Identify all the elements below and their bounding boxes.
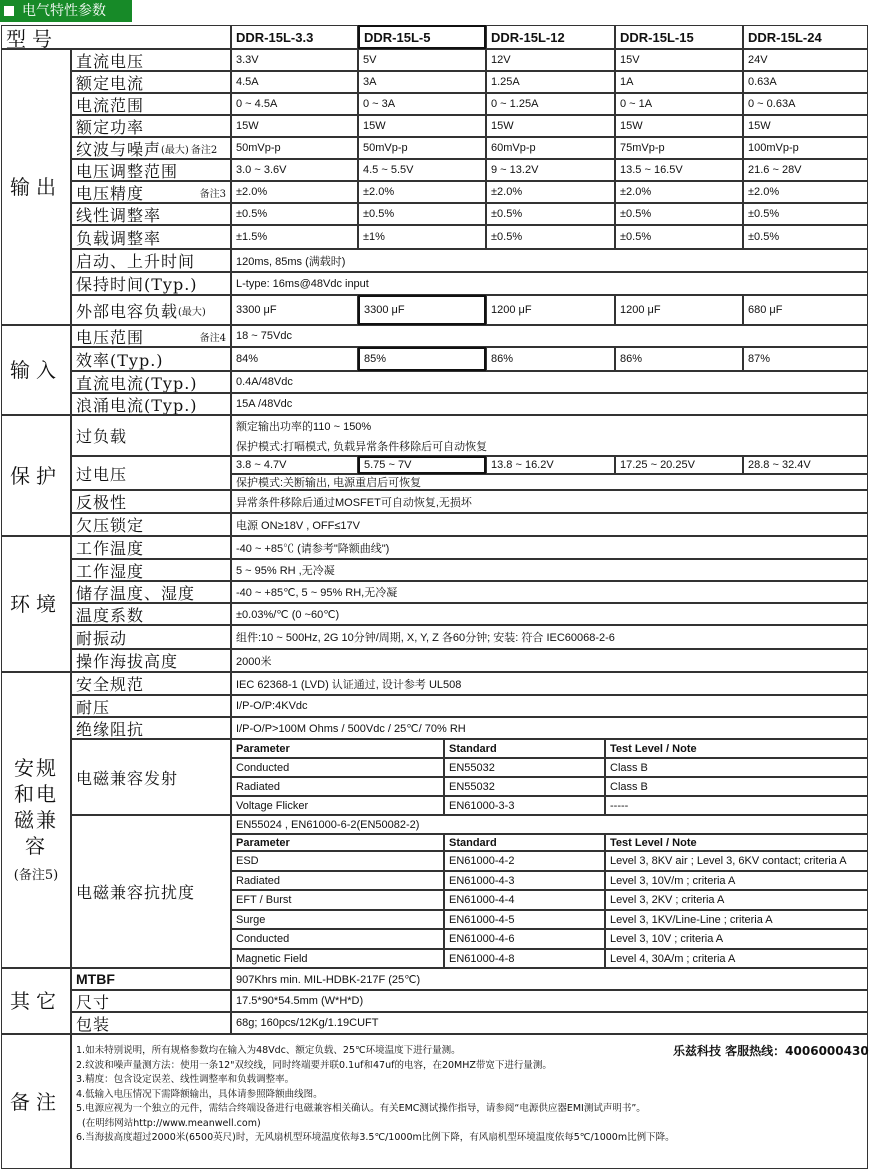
emission-header-param: Parameter [231, 739, 444, 758]
label-efficiency: 效率(Typ.) [71, 347, 231, 371]
voltage-tol-2: ±2.0% [358, 181, 486, 203]
rated-power-1: 15W [231, 115, 358, 137]
isolation-value: I/P-O/P>100M Ohms / 500Vdc / 25℃/ 70% RH [231, 717, 868, 739]
label-packing: 包装 [71, 1012, 231, 1034]
ripple-5: 100mVp-p [743, 137, 868, 159]
hotline-text: 乐兹科技 客服热线：4006000430 [673, 1044, 869, 1058]
note-line-5: 5.电源应视为一个独立的元件，需结合终端设备进行电磁兼容相关确认。有关EMC测试操作指导，请参阅“电源供应器EMI测试声明书”。 [76, 1103, 646, 1114]
label-temp-coef: 温度系数 [71, 603, 231, 625]
rated-power-5: 15W [743, 115, 868, 137]
efficiency-5: 87% [743, 347, 868, 371]
efficiency-2: 85% [358, 347, 486, 371]
emission-row-3-param: Voltage Flicker [231, 796, 444, 815]
immunity-intro: EN55024 , EN61000-6-2(EN50082-2) [231, 815, 868, 834]
note-line-3: 3.精度：包含设定误差、线性调整率和负载调整率。 [76, 1074, 295, 1085]
overload-value [231, 415, 868, 456]
label-humidity: 工作湿度 [71, 559, 231, 581]
section-input: 输入 [1, 325, 71, 415]
current-range-2: 0 ~ 3A [358, 93, 486, 115]
label-temp: 工作温度 [71, 536, 231, 559]
ripple-4: 75mVp-p [615, 137, 743, 159]
cap-load-5: 680 μF [743, 295, 868, 325]
immunity-row-4-param: Surge [231, 910, 444, 929]
dc-voltage-1: 3.3V [231, 49, 358, 71]
altitude-value: 2000米 [231, 649, 868, 672]
section-output: 输出 [1, 49, 71, 325]
withstand-value: I/P-O/P:4KVdc [231, 695, 868, 717]
line-reg-3: ±0.5% [486, 203, 615, 225]
voltage-adj-2: 4.5 ~ 5.5V [358, 159, 486, 181]
section-header [0, 0, 132, 22]
overload-line2: 保护模式:打嗝模式, 负载异常条件移除后可自动恢复 [236, 440, 488, 453]
immunity-row-4-level: Level 3, 1KV/Line-Line ; criteria A [605, 910, 868, 929]
safety-note: (备注5) [13, 868, 59, 883]
section-protection: 保护 [1, 415, 71, 536]
voltage-adj-1: 3.0 ~ 3.6V [231, 159, 358, 181]
model-col-1: DDR-15L-3.3 [231, 25, 358, 49]
rated-current-3: 1.25A [486, 71, 615, 93]
label-emc-emission: 电磁兼容发射 [71, 739, 231, 815]
overvoltage-5: 28.8 ~ 32.4V [743, 456, 868, 474]
dc-current-value: 0.4A/48Vdc [231, 371, 868, 393]
packing-value: 68g; 160pcs/12Kg/1.19CUFT [231, 1012, 868, 1034]
efficiency-1: 84% [231, 347, 358, 371]
voltage-tol-4: ±2.0% [615, 181, 743, 203]
label-isolation: 绝缘阻抗 [71, 717, 231, 739]
label-storage: 储存温度、湿度 [71, 581, 231, 603]
immunity-row-6-param: Magnetic Field [231, 949, 444, 968]
safety-standards-value: IEC 62368-1 (LVD) 认证通过, 设计参考 UL508 [231, 672, 868, 695]
uvlo-value: 电源 ON≥18V , OFF≤17V [231, 513, 868, 536]
model-label: 型号 [1, 25, 231, 49]
label-dimension: 尺寸 [71, 990, 231, 1012]
efficiency-4: 86% [615, 347, 743, 371]
line-reg-4: ±0.5% [615, 203, 743, 225]
dc-voltage-4: 15V [615, 49, 743, 71]
immunity-row-1-standard: EN61000-4-2 [444, 851, 605, 871]
dc-voltage-3: 12V [486, 49, 615, 71]
emission-row-2-level: Class B [605, 777, 868, 796]
label-altitude: 操作海拔高度 [71, 649, 231, 672]
spec-table [2, 26, 869, 1172]
immunity-row-3-standard: EN61000-4-4 [444, 890, 605, 910]
label-overvoltage: 过电压 [71, 456, 231, 490]
overvoltage-4: 17.25 ~ 20.25V [615, 456, 743, 474]
emission-row-3-level: ----- [605, 796, 868, 815]
voltage-tol-5: ±2.0% [743, 181, 868, 203]
safety-line-4: 容 [25, 834, 47, 858]
model-col-2: DDR-15L-5 [358, 25, 486, 49]
immunity-row-2-param: Radiated [231, 871, 444, 890]
ripple-1: 50mVp-p [231, 137, 358, 159]
rated-current-5: 0.63A [743, 71, 868, 93]
overvoltage-3: 13.8 ~ 16.2V [486, 456, 615, 474]
voltage-adj-4: 13.5 ~ 16.5V [615, 159, 743, 181]
emission-row-1-param: Conducted [231, 758, 444, 777]
section-notes: 备注 [1, 1034, 71, 1169]
ripple-3: 60mVp-p [486, 137, 615, 159]
immunity-row-3-level: Level 3, 2KV ; criteria A [605, 890, 868, 910]
storage-value: -40 ~ +85℃, 5 ~ 95% RH,无冷凝 [231, 581, 868, 603]
label-mtbf: MTBF [71, 968, 231, 990]
label-vibration: 耐振动 [71, 625, 231, 649]
voltage-tol-3: ±2.0% [486, 181, 615, 203]
input-voltage-label-text: 电压范围 [76, 327, 145, 347]
label-uvlo: 欠压锁定 [71, 513, 231, 536]
ripple-label-sub: (最大) [161, 144, 189, 156]
rated-power-3: 15W [486, 115, 615, 137]
label-cap-load [71, 295, 231, 325]
emission-header-standard: Standard [444, 739, 605, 758]
cap-load-2: 3300 μF [358, 295, 486, 325]
section-header-title: 电气特性参数 [22, 3, 106, 19]
section-environment: 环境 [1, 536, 71, 672]
emission-row-2-param: Radiated [231, 777, 444, 796]
immunity-row-2-level: Level 3, 10V/m ; criteria A [605, 871, 868, 890]
voltage-tol-1: ±2.0% [231, 181, 358, 203]
inrush-value: 15A /48Vdc [231, 393, 868, 415]
ripple-label-text: 纹波与噪声 [76, 139, 162, 159]
safety-line-1: 安规 [14, 756, 58, 780]
cap-load-4: 1200 μF [615, 295, 743, 325]
emission-row-1-standard: EN55032 [444, 758, 605, 777]
label-safety-standards: 安全规范 [71, 672, 231, 695]
input-voltage-value: 18 ~ 75Vdc [231, 325, 868, 347]
label-reverse: 反极性 [71, 490, 231, 513]
label-overload: 过负载 [71, 415, 231, 456]
section-safety [1, 672, 71, 968]
label-inrush: 浪涌电流(Typ.) [71, 393, 231, 415]
dc-voltage-5: 24V [743, 49, 868, 71]
label-setup-rise: 启动、上升时间 [71, 249, 231, 272]
notes-list [76, 1044, 866, 1146]
overvoltage-mode: 保护模式:关断输出, 电源重启后可恢复 [231, 474, 868, 490]
model-col-5: DDR-15L-24 [743, 25, 868, 49]
label-withstand: 耐压 [71, 695, 231, 717]
voltage-tol-note: 备注3 [199, 188, 226, 200]
efficiency-3: 86% [486, 347, 615, 371]
immunity-row-5-standard: EN61000-4-6 [444, 929, 605, 949]
load-reg-3: ±0.5% [486, 225, 615, 249]
voltage-adj-3: 9 ~ 13.2V [486, 159, 615, 181]
rated-power-4: 15W [615, 115, 743, 137]
safety-line-2: 和电 [14, 782, 58, 806]
label-hold-up: 保持时间(Typ.) [71, 272, 231, 295]
label-current-range: 电流范围 [71, 93, 231, 115]
note-line-2: 2.纹波和噪声量测方法：使用一条12"双绞线，同时终端要并联0.1uf和47uf的电容，在20MHZ带宽下进行量测。 [76, 1059, 552, 1071]
current-range-3: 0 ~ 1.25A [486, 93, 615, 115]
immunity-header-standard: Standard [444, 834, 605, 851]
note-line-7: 6.当海拔高度超过2000米(6500英尺)时，无风扇机型环境温度依每3.5℃/1000m比例下降，有风扇机型环境温度依每5℃/1000m比例下降。 [76, 1132, 675, 1143]
load-reg-1: ±1.5% [231, 225, 358, 249]
mtbf-value: 907Khrs min. MIL-HDBK-217F (25℃) [231, 968, 868, 990]
voltage-adj-5: 21.6 ~ 28V [743, 159, 868, 181]
overvoltage-2: 5.75 ~ 7V [358, 456, 486, 474]
cap-load-3: 1200 μF [486, 295, 615, 325]
line-reg-1: ±0.5% [231, 203, 358, 225]
emission-row-1-level: Class B [605, 758, 868, 777]
emission-row-2-standard: EN55032 [444, 777, 605, 796]
dc-voltage-2: 5V [358, 49, 486, 71]
safety-line-3: 磁兼 [14, 808, 58, 832]
label-voltage-tol [71, 181, 231, 203]
label-ripple [71, 137, 231, 159]
rated-current-2: 3A [358, 71, 486, 93]
note-line-4: 4.低输入电压情况下需降额输出，具体请参照降额曲线图。 [76, 1088, 323, 1100]
emission-header-level: Test Level / Note [605, 739, 868, 758]
note-line-6: (在明纬网站http://www.meanwell.com) [76, 1117, 261, 1129]
model-col-3: DDR-15L-12 [486, 25, 615, 49]
cap-load-label-sub: (最大) [178, 306, 206, 318]
section-others: 其它 [1, 968, 71, 1034]
immunity-row-3-param: EFT / Burst [231, 890, 444, 910]
ripple-2: 50mVp-p [358, 137, 486, 159]
immunity-row-6-standard: EN61000-4-8 [444, 949, 605, 968]
label-rated-power: 额定功率 [71, 115, 231, 137]
load-reg-5: ±0.5% [743, 225, 868, 249]
label-emc-immunity: 电磁兼容抗扰度 [71, 815, 231, 968]
line-reg-5: ±0.5% [743, 203, 868, 225]
input-voltage-note: 备注4 [199, 332, 226, 344]
rated-current-1: 4.5A [231, 71, 358, 93]
overvoltage-1: 3.8 ~ 4.7V [231, 456, 358, 474]
immunity-row-6-level: Level 4, 30A/m ; criteria A [605, 949, 868, 968]
load-reg-2: ±1% [358, 225, 486, 249]
temp-value: -40 ~ +85℃ (请参考"降额曲线") [231, 536, 868, 559]
label-load-reg: 负载调整率 [71, 225, 231, 249]
label-dc-current: 直流电流(Typ.) [71, 371, 231, 393]
cap-load-1: 3300 μF [231, 295, 358, 325]
square-icon [4, 6, 14, 16]
cap-load-label-text: 外部电容负载 [76, 301, 179, 321]
immunity-row-5-param: Conducted [231, 929, 444, 949]
label-input-voltage [71, 325, 231, 347]
immunity-row-2-standard: EN61000-4-3 [444, 871, 605, 890]
temp-coef-value: ±0.03%/℃ (0 ~60℃) [231, 603, 868, 625]
reverse-value: 异常条件移除后通过MOSFET可自动恢复,无损坏 [231, 490, 868, 513]
immunity-row-1-level: Level 3, 8KV air ; Level 3, 6KV contact; criteria A [605, 851, 868, 871]
current-range-5: 0 ~ 0.63A [743, 93, 868, 115]
immunity-row-4-standard: EN61000-4-5 [444, 910, 605, 929]
label-rated-current: 额定电流 [71, 71, 231, 93]
overload-line1: 额定输出功率的110 ~ 150% [236, 420, 372, 433]
immunity-header-param: Parameter [231, 834, 444, 851]
dimension-value: 17.5*90*54.5mm (W*H*D) [231, 990, 868, 1012]
note-line-1: 1.如未特别说明，所有规格参数均在输入为48Vdc、额定负载、25℃环境温度下进行量测。 [76, 1045, 461, 1056]
hold-up-value: L-type: 16ms@48Vdc input [231, 272, 868, 295]
ripple-note: 备注2 [190, 144, 218, 156]
immunity-header-level: Test Level / Note [605, 834, 868, 851]
current-range-1: 0 ~ 4.5A [231, 93, 358, 115]
line-reg-2: ±0.5% [358, 203, 486, 225]
setup-rise-value: 120ms, 85ms (满载时) [231, 249, 868, 272]
rated-power-2: 15W [358, 115, 486, 137]
current-range-4: 0 ~ 1A [615, 93, 743, 115]
label-voltage-adj: 电压调整范围 [71, 159, 231, 181]
rated-current-4: 1A [615, 71, 743, 93]
emission-row-3-standard: EN61000-3-3 [444, 796, 605, 815]
load-reg-4: ±0.5% [615, 225, 743, 249]
immunity-row-1-param: ESD [231, 851, 444, 871]
vibration-value: 组件:10 ~ 500Hz, 2G 10分钟/周期, X, Y, Z 各60分钟; 安装: 符合 IEC60068-2-6 [231, 625, 868, 649]
label-dc-voltage: 直流电压 [71, 49, 231, 71]
model-col-4: DDR-15L-15 [615, 25, 743, 49]
humidity-value: 5 ~ 95% RH ,无冷凝 [231, 559, 868, 581]
immunity-row-5-level: Level 3, 10V ; criteria A [605, 929, 868, 949]
label-line-reg: 线性调整率 [71, 203, 231, 225]
voltage-tol-label-text: 电压精度 [76, 183, 145, 203]
